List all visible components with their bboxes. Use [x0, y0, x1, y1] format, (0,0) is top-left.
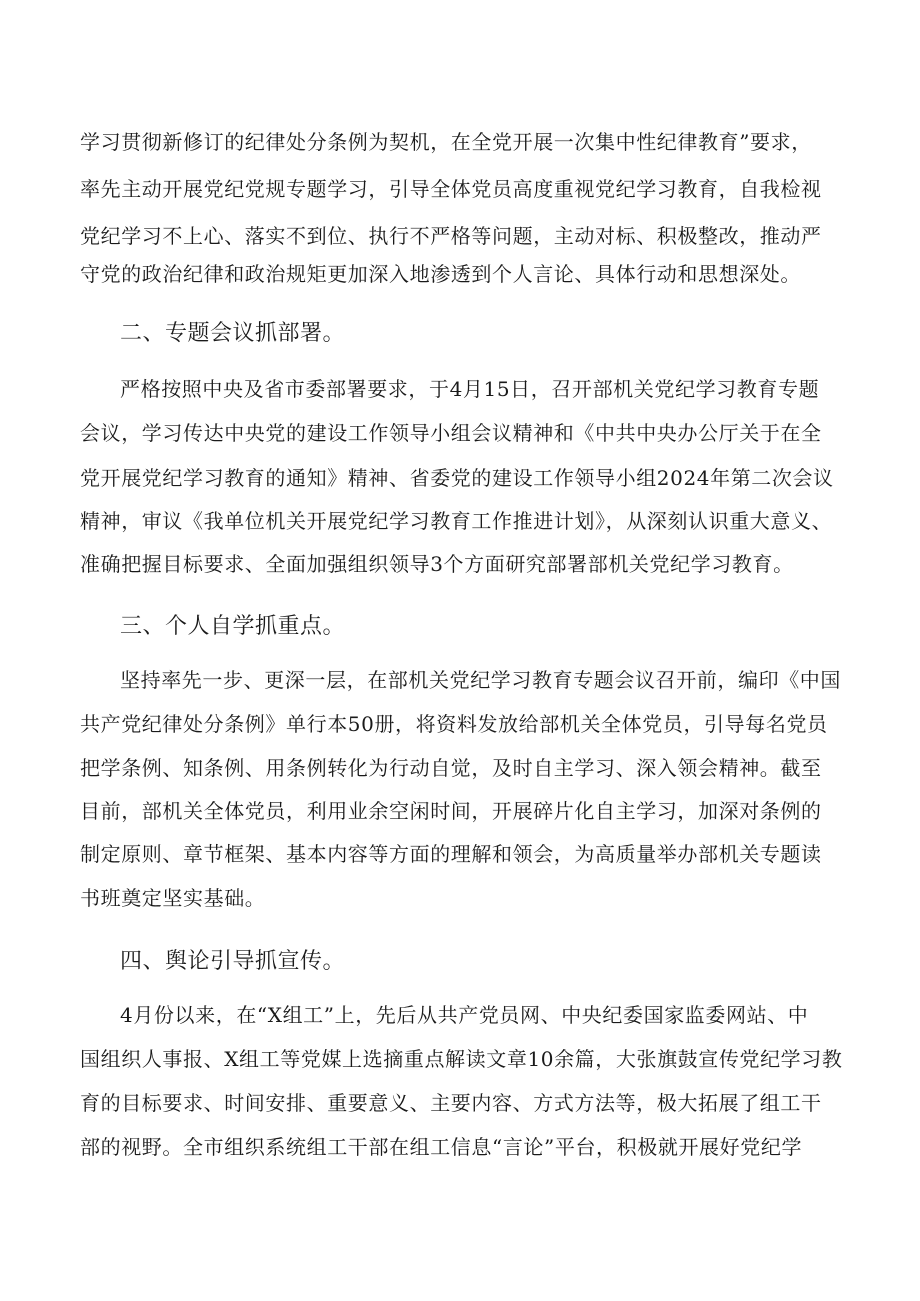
paragraph-3-line-6: 书班奠定坚实基础。: [80, 886, 266, 910]
paragraph-2-line-5: 准确把握目标要求、全面加强组织领导3个方面研究部署部机关党纪学习教育。: [80, 552, 794, 576]
section-heading-2: 二、专题会议抓部署。: [120, 321, 346, 346]
paragraph-3-line-1: 坚持率先一步、更深一层，在部机关党纪学习教育专题会议召开前，编印《中国: [120, 668, 841, 692]
paragraph-2-line-4: 精神，审议《我单位机关开展党纪学习教育工作推进计划》，从深刻认识重大意义、: [80, 509, 833, 533]
paragraph-1-line-3: 党纪学习不上心、落实不到位、执行不严格等问题，主动对标、积极整改，推动严: [80, 224, 822, 248]
paragraph-3-line-5: 制定原则、章节框架、基本内容等方面的理解和领会，为高质量举办部机关专题读: [80, 842, 822, 866]
paragraph-4-line-4: 部的视野。全市组织系统组工干部在组工信息“言论”平台，积极就开展好党纪学: [80, 1135, 803, 1159]
paragraph-1-line-1: 学习贯彻新修订的纪律处分条例为契机，在全党开展一次集中性纪律教育”要求，: [80, 130, 812, 154]
section-heading-3: 三、个人自学抓重点。: [120, 614, 346, 639]
paragraph-2-line-2: 会议，学习传达中央党的建设工作领导小组会议精神和《中共中央办公厅关于在全: [80, 421, 822, 445]
section-heading-4: 四、舆论引导抓宣传。: [120, 949, 346, 974]
paragraph-1-line-2: 率先主动开展党纪党规专题学习，引导全体党员高度重视党纪学习教育，自我检视: [80, 177, 822, 201]
paragraph-3-line-4: 目前，部机关全体党员，利用业余空闲时间，开展碎片化自主学习，加深对条例的: [80, 799, 822, 823]
paragraph-4-line-1: 4月份以来，在“X组工”上，先后从共产党员网、中央纪委国家监委网站、中: [120, 1003, 809, 1027]
paragraph-2-line-3: 党开展党纪学习教育的通知》精神、省委党的建设工作领导小组2024年第二次会议: [80, 466, 834, 490]
paragraph-4-line-2: 国组织人事报、X组工等党媒上选摘重点解读文章10余篇，大张旗鼓宣传党纪学习教: [80, 1047, 843, 1071]
paragraph-2-line-1: 严格按照中央及省市委部署要求，于4月15日，召开部机关党纪学习教育专题: [120, 377, 820, 401]
paragraph-1-line-4: 守党的政治纪律和政治规矩更加深入地渗透到个人言论、具体行动和思想深处。: [80, 262, 801, 286]
paragraph-3-line-2: 共产党纪律处分条例》单行本50册，将资料发放给部机关全体党员，引导每名党员: [80, 712, 828, 736]
paragraph-4-line-3: 育的目标要求、时间安排、重要意义、主要内容、方式方法等，极大拓展了组工干: [80, 1091, 822, 1115]
paragraph-3-line-3: 把学条例、知条例、用条例转化为行动自觉，及时自主学习、深入领会精神。截至: [80, 756, 822, 780]
